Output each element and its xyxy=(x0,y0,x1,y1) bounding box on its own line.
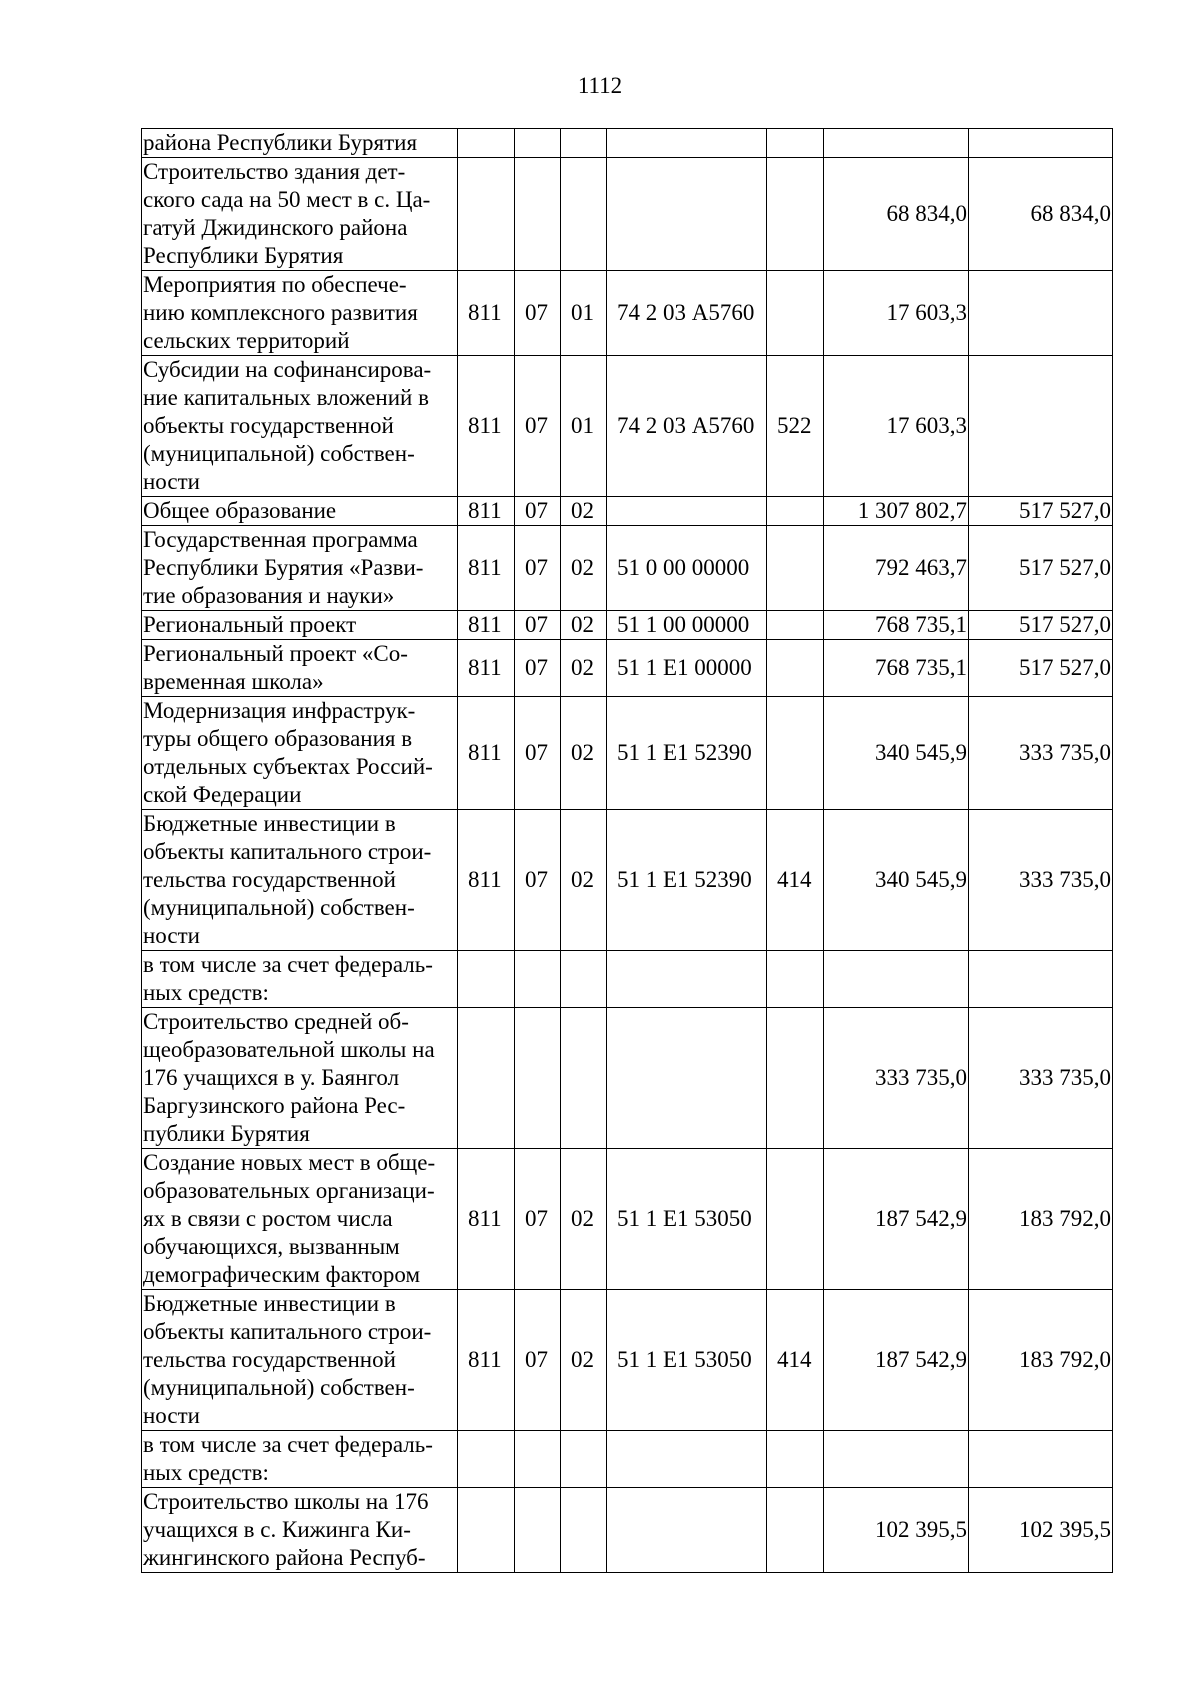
ministry-code-cell xyxy=(458,1488,515,1573)
expense-type-cell xyxy=(767,640,824,697)
subsection-code-cell: 01 xyxy=(561,271,607,356)
table-row xyxy=(142,356,1113,497)
section-code-cell xyxy=(515,158,561,271)
item-name-line: Создание новых мест в обще- xyxy=(143,1150,436,1175)
item-name-line: щеобразовательной школы на xyxy=(143,1037,435,1062)
table-row xyxy=(142,1149,1113,1290)
subsection-code-cell: 01 xyxy=(561,356,607,497)
amount-second-year-cell xyxy=(969,129,1113,158)
subsection-code-cell xyxy=(561,129,607,158)
item-name-line: Государственная программа xyxy=(143,527,418,552)
expense-type-cell xyxy=(767,611,824,640)
amount-first-year-cell: 1 307 802,7 xyxy=(824,497,969,526)
amount-first-year-cell: 340 545,9 xyxy=(824,697,969,810)
item-name-cell xyxy=(142,810,458,951)
item-name-cell xyxy=(142,640,458,697)
expense-type-cell xyxy=(767,497,824,526)
table-row xyxy=(142,271,1113,356)
target-article-cell: 51 1 E1 00000 xyxy=(607,640,767,697)
item-name-line: Мероприятия по обеспече- xyxy=(143,272,407,297)
item-name-line: Субсидии на софинансирова- xyxy=(143,357,432,382)
target-article-cell: 51 1 E1 52390 xyxy=(607,697,767,810)
item-name-line: образовательных организаци- xyxy=(143,1178,435,1203)
section-code-cell: 07 xyxy=(515,526,561,611)
amount-second-year-cell: 517 527,0 xyxy=(969,640,1113,697)
table-body xyxy=(142,129,1113,1573)
item-name-line: (муниципальной) собствен- xyxy=(143,441,415,466)
item-name-line: обучающихся, вызванным xyxy=(143,1234,400,1259)
section-code-cell xyxy=(515,951,561,1008)
amount-first-year-cell xyxy=(824,951,969,1008)
table-row xyxy=(142,1008,1113,1149)
item-name-cell xyxy=(142,1431,458,1488)
item-name-line: Бюджетные инвестиции в xyxy=(143,811,396,836)
item-name-line: ных средств: xyxy=(143,1460,269,1485)
subsection-code-cell: 02 xyxy=(561,1149,607,1290)
ministry-code-cell xyxy=(458,1008,515,1149)
item-name-cell xyxy=(142,697,458,810)
section-code-cell: 07 xyxy=(515,1290,561,1431)
expense-type-cell xyxy=(767,271,824,356)
item-name-cell xyxy=(142,526,458,611)
expense-type-cell xyxy=(767,1149,824,1290)
item-name-cell xyxy=(142,356,458,497)
item-name-line: тие образования и науки» xyxy=(143,583,395,608)
target-article-cell xyxy=(607,158,767,271)
item-name-line: ской Федерации xyxy=(143,782,302,807)
amount-second-year-cell: 333 735,0 xyxy=(969,810,1113,951)
amount-first-year-cell: 17 603,3 xyxy=(824,356,969,497)
amount-second-year-cell: 517 527,0 xyxy=(969,526,1113,611)
ministry-code-cell: 811 xyxy=(458,1149,515,1290)
item-name-line: Региональный проект «Со- xyxy=(143,641,408,666)
item-name-cell xyxy=(142,497,458,526)
target-article-cell: 51 1 E1 53050 xyxy=(607,1149,767,1290)
subsection-code-cell xyxy=(561,1008,607,1149)
ministry-code-cell xyxy=(458,158,515,271)
item-name-line: района Республики Бурятия xyxy=(143,130,418,155)
amount-first-year-cell xyxy=(824,129,969,158)
section-code-cell xyxy=(515,129,561,158)
subsection-code-cell xyxy=(561,158,607,271)
target-article-cell xyxy=(607,497,767,526)
item-name-line: Строительство средней об- xyxy=(143,1009,409,1034)
expense-type-cell xyxy=(767,1488,824,1573)
table-row xyxy=(142,951,1113,1008)
item-name-line: ных средств: xyxy=(143,980,269,1005)
item-name-line: ности xyxy=(143,1403,200,1428)
item-name-line: учащихся в с. Кижинга Ки- xyxy=(143,1517,411,1542)
amount-second-year-cell xyxy=(969,1431,1113,1488)
amount-first-year-cell: 102 395,5 xyxy=(824,1488,969,1573)
item-name-line: Региональный проект xyxy=(143,612,357,637)
item-name-line: гатуй Джидинского района xyxy=(143,215,408,240)
item-name-line: Республики Бурятия xyxy=(143,243,344,268)
amount-second-year-cell: 333 735,0 xyxy=(969,1008,1113,1149)
expense-type-cell xyxy=(767,1431,824,1488)
target-article-cell xyxy=(607,951,767,1008)
target-article-cell xyxy=(607,1488,767,1573)
item-name-line: ние капитальных вложений в xyxy=(143,385,429,410)
item-name-cell xyxy=(142,129,458,158)
ministry-code-cell: 811 xyxy=(458,640,515,697)
amount-first-year-cell: 768 735,1 xyxy=(824,611,969,640)
target-article-cell: 74 2 03 А5760 xyxy=(607,356,767,497)
amount-first-year-cell: 792 463,7 xyxy=(824,526,969,611)
amount-second-year-cell: 517 527,0 xyxy=(969,611,1113,640)
target-article-cell: 74 2 03 А5760 xyxy=(607,271,767,356)
item-name-line: ности xyxy=(143,469,200,494)
item-name-line: Бюджетные инвестиции в xyxy=(143,1291,396,1316)
item-name-line: ности xyxy=(143,923,200,948)
target-article-cell: 51 1 00 00000 xyxy=(607,611,767,640)
table-row xyxy=(142,697,1113,810)
subsection-code-cell xyxy=(561,1431,607,1488)
item-name-line: Строительство школы на 176 xyxy=(143,1489,429,1514)
amount-second-year-cell xyxy=(969,356,1113,497)
section-code-cell xyxy=(515,1431,561,1488)
target-article-cell xyxy=(607,1431,767,1488)
ministry-code-cell: 811 xyxy=(458,356,515,497)
amount-second-year-cell: 102 395,5 xyxy=(969,1488,1113,1573)
amount-second-year-cell: 517 527,0 xyxy=(969,497,1113,526)
item-name-line: туры общего образования в xyxy=(143,726,413,751)
subsection-code-cell: 02 xyxy=(561,640,607,697)
amount-first-year-cell: 68 834,0 xyxy=(824,158,969,271)
item-name-cell xyxy=(142,1290,458,1431)
item-name-line: объекты капитального строи- xyxy=(143,1319,432,1344)
item-name-line: Баргузинского района Рес- xyxy=(143,1093,406,1118)
item-name-cell xyxy=(142,611,458,640)
target-article-cell: 51 1 E1 53050 xyxy=(607,1290,767,1431)
subsection-code-cell: 02 xyxy=(561,810,607,951)
amount-second-year-cell xyxy=(969,951,1113,1008)
amount-first-year-cell xyxy=(824,1431,969,1488)
section-code-cell: 07 xyxy=(515,697,561,810)
item-name-cell xyxy=(142,158,458,271)
section-code-cell: 07 xyxy=(515,356,561,497)
expense-type-cell xyxy=(767,951,824,1008)
expense-type-cell xyxy=(767,1008,824,1149)
subsection-code-cell: 02 xyxy=(561,497,607,526)
item-name-line: объекты капитального строи- xyxy=(143,839,432,864)
ministry-code-cell xyxy=(458,1431,515,1488)
item-name-line: временная школа» xyxy=(143,669,324,694)
table-row xyxy=(142,129,1113,158)
section-code-cell: 07 xyxy=(515,640,561,697)
item-name-cell xyxy=(142,271,458,356)
section-code-cell xyxy=(515,1488,561,1573)
subsection-code-cell: 02 xyxy=(561,1290,607,1431)
table-row xyxy=(142,1290,1113,1431)
item-name-line: в том числе за счет федераль- xyxy=(143,952,433,977)
item-name-line: Общее образование xyxy=(143,498,337,523)
amount-first-year-cell: 187 542,9 xyxy=(824,1290,969,1431)
amount-second-year-cell: 68 834,0 xyxy=(969,158,1113,271)
item-name-cell xyxy=(142,951,458,1008)
subsection-code-cell xyxy=(561,1488,607,1573)
item-name-line: ях в связи с ростом числа xyxy=(143,1206,393,1231)
item-name-line: (муниципальной) собствен- xyxy=(143,1375,415,1400)
amount-second-year-cell: 183 792,0 xyxy=(969,1290,1113,1431)
table-row xyxy=(142,1431,1113,1488)
ministry-code-cell: 811 xyxy=(458,697,515,810)
item-name-cell xyxy=(142,1008,458,1149)
item-name-line: объекты государственной xyxy=(143,413,394,438)
item-name-line: тельства государственной xyxy=(143,1347,396,1372)
amount-first-year-cell: 187 542,9 xyxy=(824,1149,969,1290)
item-name-line: нию комплексного развития xyxy=(143,300,418,325)
item-name-line: тельства государственной xyxy=(143,867,396,892)
section-code-cell: 07 xyxy=(515,1149,561,1290)
subsection-code-cell: 02 xyxy=(561,697,607,810)
item-name-line: ского сада на 50 мест в с. Ца- xyxy=(143,187,431,212)
item-name-line: 176 учащихся в у. Баянгол xyxy=(143,1065,400,1090)
subsection-code-cell: 02 xyxy=(561,526,607,611)
amount-second-year-cell xyxy=(969,271,1113,356)
expense-type-cell: 414 xyxy=(767,1290,824,1431)
section-code-cell: 07 xyxy=(515,497,561,526)
expense-type-cell: 414 xyxy=(767,810,824,951)
ministry-code-cell xyxy=(458,951,515,1008)
expense-type-cell xyxy=(767,526,824,611)
expense-type-cell: 522 xyxy=(767,356,824,497)
item-name-line: публики Бурятия xyxy=(143,1121,310,1146)
expense-type-cell xyxy=(767,158,824,271)
item-name-line: отдельных субъектах Россий- xyxy=(143,754,433,779)
item-name-line: Модернизация инфраструк- xyxy=(143,698,416,723)
item-name-cell xyxy=(142,1149,458,1290)
ministry-code-cell: 811 xyxy=(458,271,515,356)
table-row xyxy=(142,158,1113,271)
page-number: 1112 xyxy=(577,73,623,98)
amount-first-year-cell: 333 735,0 xyxy=(824,1008,969,1149)
amount-first-year-cell: 340 545,9 xyxy=(824,810,969,951)
expense-type-cell xyxy=(767,129,824,158)
target-article-cell: 51 1 E1 52390 xyxy=(607,810,767,951)
table-row xyxy=(142,640,1113,697)
ministry-code-cell: 811 xyxy=(458,611,515,640)
item-name-line: Строительство здания дет- xyxy=(143,159,406,184)
amount-second-year-cell: 183 792,0 xyxy=(969,1149,1113,1290)
item-name-line: в том числе за счет федераль- xyxy=(143,1432,433,1457)
expense-type-cell xyxy=(767,697,824,810)
budget-table xyxy=(141,128,1113,1573)
item-name-line: (муниципальной) собствен- xyxy=(143,895,415,920)
amount-first-year-cell: 17 603,3 xyxy=(824,271,969,356)
target-article-cell xyxy=(607,1008,767,1149)
subsection-code-cell: 02 xyxy=(561,611,607,640)
target-article-cell xyxy=(607,129,767,158)
item-name-line: демографическим фактором xyxy=(143,1262,421,1287)
item-name-line: жингинского района Респуб- xyxy=(143,1545,426,1570)
table-row xyxy=(142,810,1113,951)
section-code-cell xyxy=(515,1008,561,1149)
ministry-code-cell: 811 xyxy=(458,497,515,526)
item-name-line: сельских территорий xyxy=(143,328,350,353)
ministry-code-cell xyxy=(458,129,515,158)
target-article-cell: 51 0 00 00000 xyxy=(607,526,767,611)
item-name-cell xyxy=(142,1488,458,1573)
ministry-code-cell: 811 xyxy=(458,1290,515,1431)
section-code-cell: 07 xyxy=(515,810,561,951)
section-code-cell: 07 xyxy=(515,611,561,640)
table-row xyxy=(142,611,1113,640)
section-code-cell: 07 xyxy=(515,271,561,356)
item-name-line: Республики Бурятия «Разви- xyxy=(143,555,424,580)
table-row xyxy=(142,1488,1113,1573)
subsection-code-cell xyxy=(561,951,607,1008)
ministry-code-cell: 811 xyxy=(458,810,515,951)
table-row xyxy=(142,497,1113,526)
table-row xyxy=(142,526,1113,611)
amount-second-year-cell: 333 735,0 xyxy=(969,697,1113,810)
ministry-code-cell: 811 xyxy=(458,526,515,611)
amount-first-year-cell: 768 735,1 xyxy=(824,640,969,697)
